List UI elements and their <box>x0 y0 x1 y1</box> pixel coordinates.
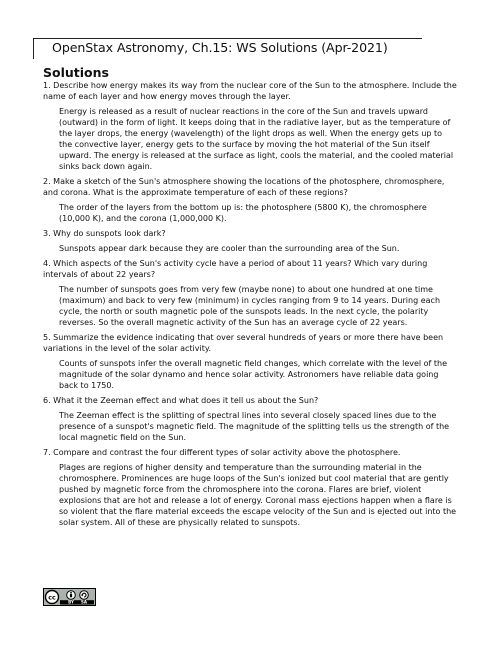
question-2: 2. Make a sketch of the Sun's atmosphere showing the locations of the photosphere, chromosphere, and corona. What is the approximate temperature of each of these regions? <box>43 177 445 197</box>
answer-2: The order of the layers from the bottom up is: the photosphere (5800 K), the chromosphere (10,000 K), and the corona (1,000,000 K). <box>59 203 427 223</box>
section-title: Solutions <box>43 65 109 80</box>
answer-3: Sunspots appear dark because they are cooler than the surrounding area of the Sun. <box>59 244 400 253</box>
question-3: 3. Why do sunspots look dark? <box>43 229 166 238</box>
solutions-content <box>43 80 457 532</box>
answer-4: The number of sunspots goes from very few (maybe none) to about one hundred at one time (maximum) and back to very few (minimum) in cycles ranging from 9 to 14 years. During each cycle, the north or south magnetic pole of the sunspots leads. In the next cycle, the polarity reverses. So the overall magnetic activity of the Sun has an average cycle of 22 years. <box>59 285 441 327</box>
qa-item <box>43 258 457 328</box>
answer-5: Counts of sunspots infer the overall magnetic field changes, which correlate with the level of the magnitude of the solar dynamo and hence solar activity. Astronomers have reliable data going back to 1750. <box>59 359 448 390</box>
question-1: 1. Describe how energy makes its way from the nuclear core of the Sun to the atmosphere. Include the name of each layer and how energy moves through the layer. <box>43 81 457 101</box>
qa-item <box>43 447 457 528</box>
creative-commons-license-badge <box>43 588 96 606</box>
qa-item <box>43 80 457 172</box>
attribution-icon <box>67 591 76 600</box>
answer-7: Plages are regions of higher density and temperature than the surrounding material in the chromosphere. Prominences are huge loops of the Sun's ionized but cool material that are gently pushed by magnetic force from the chromosphere into the corona. Flares are brief, violent explosions that are hot and release a lot of energy. Coronal mass ejections happen when a flare is so violent that the flare material exceeds the escape velocity of the Sun and is ejected out into the solar system. All of these are physically related to sunspots. <box>59 463 457 527</box>
question-4: 4. Which aspects of the Sun's activity cycle have a period of about 11 years? Which vary during intervals of about 22 years? <box>43 259 428 279</box>
document-header <box>33 38 422 59</box>
qa-item <box>43 332 457 391</box>
question-5: 5. Summarize the evidence indicating that over several hundreds of years or more there have been variations in the level of the solar activity. <box>43 333 444 353</box>
question-6: 6. What it the Zeeman effect and what does it tell us about the Sun? <box>43 396 319 405</box>
qa-item <box>43 176 457 224</box>
share-alike-icon <box>80 591 89 600</box>
cc-logo-text: cc <box>48 594 56 602</box>
document-title: OpenStax Astronomy, Ch.15: WS Solutions (Apr-2021) <box>52 40 388 55</box>
sa-label: SA <box>81 599 87 605</box>
answer-6: The Zeeman effect is the splitting of spectral lines into several closely spaced lines due to the presence of a sunspot's magnetic field. The magnitude of the splitting tells us the strength of the local magnetic field on the Sun. <box>59 411 450 442</box>
question-7: 7. Compare and contrast the four different types of solar activity above the photosphere. <box>43 448 401 457</box>
answer-1: Energy is released as a result of nuclear reactions in the core of the Sun and travels upward (outward) in the form of light. It keeps doing that in the radiative layer, but as the temperature of the layer drops, the energy (wavelength) of the light drops as well. When the energy gets up to the convective layer, energy gets to the surface by moving the hot material of the Sun itself upward. The energy is released at the surface as light, cools the material, and the cooled material sinks back down again. <box>59 107 454 171</box>
qa-item <box>43 228 457 254</box>
by-label: BY <box>68 599 74 605</box>
qa-item <box>43 395 457 443</box>
